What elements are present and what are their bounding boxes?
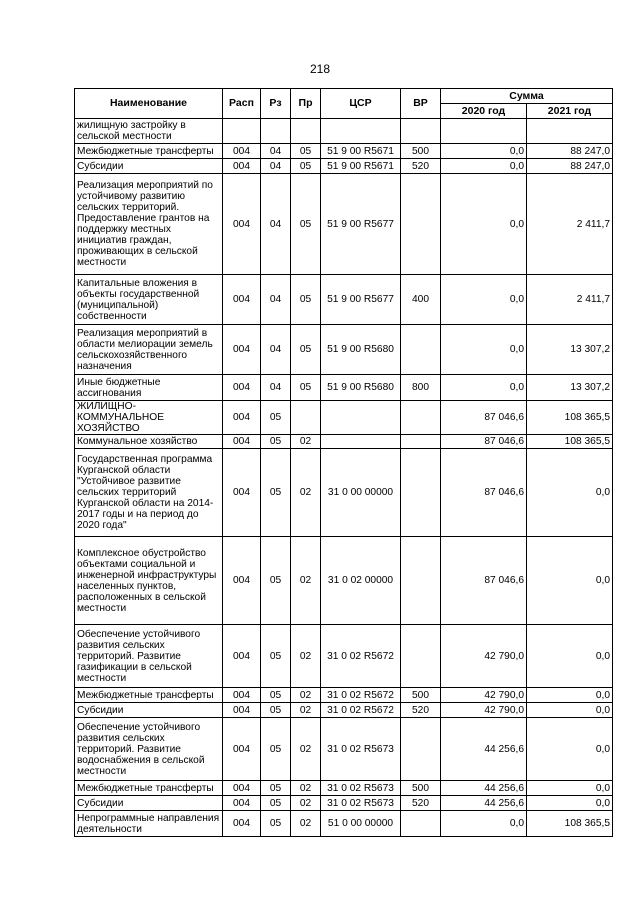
table-row	[75, 401, 613, 435]
row-2021: 0,0	[527, 781, 613, 796]
row-2020: 87 046,6	[441, 435, 527, 449]
row-pr: 05	[291, 275, 321, 325]
row-vr: 500	[401, 688, 441, 703]
row-name: Капитальные вложения в объекты государственной (муниципальной) собственности	[75, 275, 223, 325]
row-csr: 31 0 02 R5672	[321, 625, 401, 688]
row-2020: 42 790,0	[441, 625, 527, 688]
table-row	[75, 325, 613, 375]
row-rasp: 004	[223, 401, 261, 435]
table-row	[75, 119, 613, 144]
row-vr: 500	[401, 781, 441, 796]
row-name: Субсидии	[75, 796, 223, 811]
row-rz: 05	[261, 796, 291, 811]
row-rasp: 004	[223, 718, 261, 781]
row-name: жилищную застройку в сельской местности	[75, 119, 223, 144]
row-rz: 05	[261, 703, 291, 718]
row-pr: 02	[291, 703, 321, 718]
row-pr: 05	[291, 325, 321, 375]
row-rz: 04	[261, 174, 291, 275]
row-2021: 0,0	[527, 718, 613, 781]
row-rasp	[223, 119, 261, 144]
row-rasp: 004	[223, 275, 261, 325]
row-csr	[321, 435, 401, 449]
table-row	[75, 144, 613, 159]
row-rasp: 004	[223, 449, 261, 537]
row-vr: 520	[401, 159, 441, 174]
row-pr: 05	[291, 174, 321, 275]
row-vr	[401, 718, 441, 781]
row-csr: 31 0 00 00000	[321, 449, 401, 537]
row-2021: 0,0	[527, 688, 613, 703]
row-rz: 05	[261, 688, 291, 703]
row-name: Субсидии	[75, 159, 223, 174]
row-name: Обеспечение устойчивого развития сельских территорий. Развитие водоснабжения в сельской местности	[75, 718, 223, 781]
budget-table	[74, 88, 613, 837]
row-csr: 51 9 00 R5680	[321, 325, 401, 375]
row-rz: 04	[261, 325, 291, 375]
table-row	[75, 718, 613, 781]
page-number: 218	[309, 62, 331, 76]
row-2020: 0,0	[441, 811, 527, 837]
row-rz: 05	[261, 811, 291, 837]
row-name: Государственная программа Курганской области "Устойчивое развитие сельских территорий Курганской области на 2014-2017 годы и на период до 2020 года"	[75, 449, 223, 537]
header-pr: Пр	[291, 89, 321, 119]
row-csr: 51 0 00 00000	[321, 811, 401, 837]
row-rz: 05	[261, 401, 291, 435]
row-2021: 2 411,7	[527, 174, 613, 275]
row-csr: 51 9 00 R5677	[321, 174, 401, 275]
row-rasp: 004	[223, 144, 261, 159]
row-name: ЖИЛИЩНО-КОММУНАЛЬНОЕ ХОЗЯЙСТВО	[75, 401, 223, 435]
row-2021: 108 365,5	[527, 811, 613, 837]
header-name: Наименование	[75, 89, 223, 119]
row-pr: 02	[291, 781, 321, 796]
row-rasp: 004	[223, 625, 261, 688]
header-csr: ЦСР	[321, 89, 401, 119]
row-rz: 05	[261, 625, 291, 688]
row-vr: 520	[401, 796, 441, 811]
row-rz: 05	[261, 449, 291, 537]
row-2021: 108 365,5	[527, 435, 613, 449]
table-row	[75, 703, 613, 718]
row-rasp: 004	[223, 796, 261, 811]
row-csr: 31 0 02 R5673	[321, 781, 401, 796]
row-rasp: 004	[223, 159, 261, 174]
row-2020: 0,0	[441, 375, 527, 401]
header-vr: ВР	[401, 89, 441, 119]
row-pr	[291, 119, 321, 144]
row-pr: 02	[291, 718, 321, 781]
row-csr: 31 0 02 R5673	[321, 796, 401, 811]
row-rz	[261, 119, 291, 144]
row-rasp: 004	[223, 688, 261, 703]
row-name: Реализация мероприятий в области мелиорации земель сельскохозяйственного назначения	[75, 325, 223, 375]
row-2021: 0,0	[527, 537, 613, 625]
row-name: Межбюджетные трансферты	[75, 688, 223, 703]
row-csr: 31 0 02 R5673	[321, 718, 401, 781]
row-2020: 44 256,6	[441, 781, 527, 796]
table-row	[75, 449, 613, 537]
row-2021: 108 365,5	[527, 401, 613, 435]
row-rz: 04	[261, 144, 291, 159]
header-2020: 2020 год	[441, 104, 527, 119]
row-rasp: 004	[223, 537, 261, 625]
row-vr	[401, 449, 441, 537]
table-row	[75, 781, 613, 796]
row-2021: 0,0	[527, 449, 613, 537]
row-pr: 02	[291, 449, 321, 537]
row-csr	[321, 401, 401, 435]
row-2021	[527, 119, 613, 144]
row-vr: 520	[401, 703, 441, 718]
row-rz: 05	[261, 537, 291, 625]
row-csr: 31 0 02 R5672	[321, 688, 401, 703]
row-name: Коммунальное хозяйство	[75, 435, 223, 449]
row-rasp: 004	[223, 325, 261, 375]
row-rz: 05	[261, 718, 291, 781]
row-2020: 0,0	[441, 325, 527, 375]
row-name: Субсидии	[75, 703, 223, 718]
row-2020: 87 046,6	[441, 449, 527, 537]
row-vr	[401, 401, 441, 435]
table-row	[75, 159, 613, 174]
row-pr	[291, 401, 321, 435]
row-name: Иные бюджетные ассигнования	[75, 375, 223, 401]
row-csr: 31 0 02 R5672	[321, 703, 401, 718]
row-2020: 42 790,0	[441, 688, 527, 703]
row-vr	[401, 625, 441, 688]
row-2021: 0,0	[527, 625, 613, 688]
row-2020: 44 256,6	[441, 718, 527, 781]
row-2021: 13 307,2	[527, 325, 613, 375]
table-row	[75, 275, 613, 325]
row-rz: 05	[261, 781, 291, 796]
header-rz: Рз	[261, 89, 291, 119]
row-pr: 05	[291, 159, 321, 174]
row-name: Непрограммные направления деятельности	[75, 811, 223, 837]
row-2021: 2 411,7	[527, 275, 613, 325]
row-name: Реализация мероприятий по устойчивому развитию сельских территорий. Предоставление грантов на поддержку местных инициатив граждан, проживающих в сельской местности	[75, 174, 223, 275]
row-rasp: 004	[223, 375, 261, 401]
row-name: Обеспечение устойчивого развития сельских территорий. Развитие газификации в сельской местности	[75, 625, 223, 688]
row-vr	[401, 435, 441, 449]
row-rasp: 004	[223, 435, 261, 449]
row-csr: 51 9 00 R5671	[321, 144, 401, 159]
row-vr: 500	[401, 144, 441, 159]
row-vr: 800	[401, 375, 441, 401]
header-rasp: Расп	[223, 89, 261, 119]
row-2020: 42 790,0	[441, 703, 527, 718]
row-2020: 0,0	[441, 174, 527, 275]
row-rasp: 004	[223, 781, 261, 796]
row-pr: 05	[291, 144, 321, 159]
row-csr	[321, 119, 401, 144]
row-rz: 04	[261, 159, 291, 174]
row-pr: 05	[291, 375, 321, 401]
table-row	[75, 811, 613, 837]
row-2020: 44 256,6	[441, 796, 527, 811]
header-2021: 2021 год	[527, 104, 613, 119]
table-row	[75, 796, 613, 811]
row-pr: 02	[291, 688, 321, 703]
row-vr	[401, 325, 441, 375]
row-pr: 02	[291, 537, 321, 625]
row-rz: 05	[261, 435, 291, 449]
row-rz: 04	[261, 375, 291, 401]
row-2020: 0,0	[441, 275, 527, 325]
row-vr	[401, 537, 441, 625]
row-2021: 0,0	[527, 703, 613, 718]
row-2021: 88 247,0	[527, 144, 613, 159]
row-name: Межбюджетные трансферты	[75, 144, 223, 159]
row-2020: 87 046,6	[441, 537, 527, 625]
row-vr	[401, 174, 441, 275]
table-row	[75, 375, 613, 401]
table-row	[75, 688, 613, 703]
header-sum: Сумма	[441, 89, 613, 104]
table-row	[75, 174, 613, 275]
header-row	[75, 89, 613, 104]
row-pr: 02	[291, 811, 321, 837]
table-row	[75, 625, 613, 688]
row-name: Комплексное обустройство объектами социальной и инженерной инфраструктуры населенных пунктов, расположенных в сельской местности	[75, 537, 223, 625]
row-csr: 31 0 02 00000	[321, 537, 401, 625]
row-rasp: 004	[223, 174, 261, 275]
row-rasp: 004	[223, 703, 261, 718]
row-name: Межбюджетные трансферты	[75, 781, 223, 796]
row-pr: 02	[291, 435, 321, 449]
row-csr: 51 9 00 R5677	[321, 275, 401, 325]
row-rz: 04	[261, 275, 291, 325]
row-csr: 51 9 00 R5680	[321, 375, 401, 401]
row-pr: 02	[291, 625, 321, 688]
row-2020: 0,0	[441, 159, 527, 174]
row-vr	[401, 119, 441, 144]
row-pr: 02	[291, 796, 321, 811]
row-2021: 13 307,2	[527, 375, 613, 401]
row-vr	[401, 811, 441, 837]
table-row	[75, 537, 613, 625]
table-row	[75, 435, 613, 449]
row-csr: 51 9 00 R5671	[321, 159, 401, 174]
row-vr: 400	[401, 275, 441, 325]
row-2020: 0,0	[441, 144, 527, 159]
row-rasp: 004	[223, 811, 261, 837]
row-2020	[441, 119, 527, 144]
row-2021: 88 247,0	[527, 159, 613, 174]
row-2020: 87 046,6	[441, 401, 527, 435]
row-2021: 0,0	[527, 796, 613, 811]
